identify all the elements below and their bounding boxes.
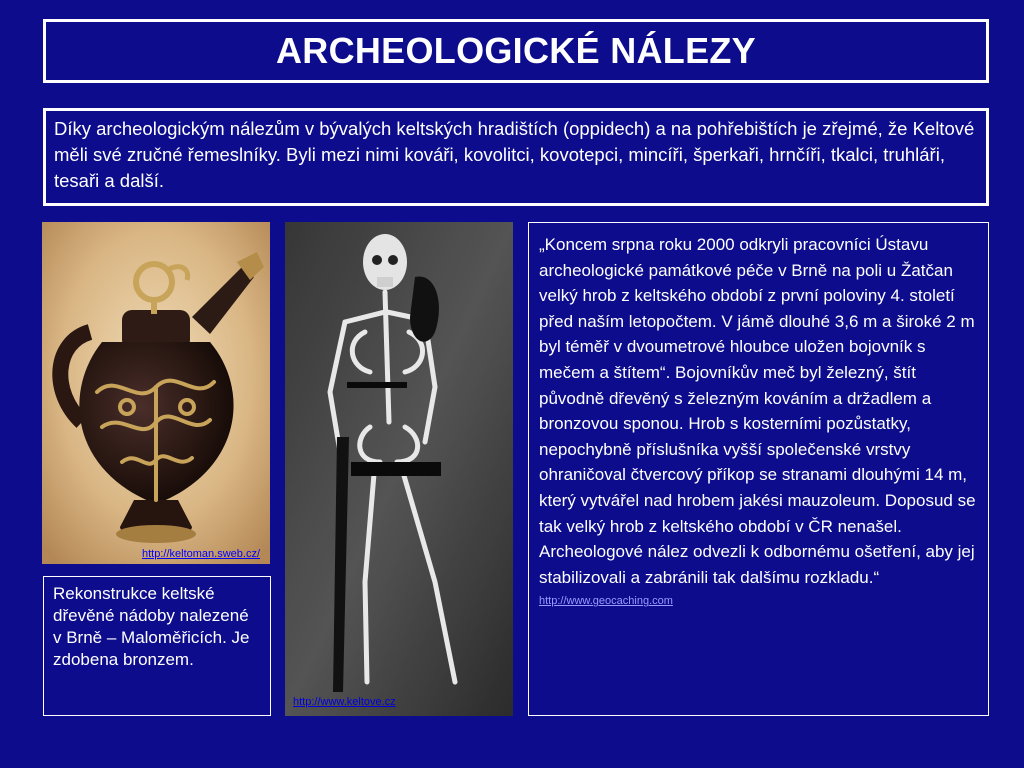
intro-text-box [43,108,989,206]
quote-source-link[interactable]: http://www.geocaching.com [539,595,673,608]
jug-caption-box [43,576,271,716]
jug-photo-credit-link[interactable]: http://keltoman.sweb.cz/ [142,548,260,560]
intro-text: Díky archeologickým nálezům v bývalých keltských hradištích (oppidech) a na pohřebištích je zřejmé, že Keltové měli své zručné řemeslníky. Byli mezi nimi kováři, kovolitci, kovotepci, mincíři, šperkaři, hrnčíři, tkalci, truhláři, tesaři a další. [54,118,975,191]
jug-caption: Rekonstrukce keltské dřevěné nádoby nalezené v Brně – Maloměřicích. Je zdobena bronzem. [53,584,250,669]
celtic-jug-photo [42,222,270,564]
slide-title: ARCHEOLOGICKÉ NÁLEZY [275,30,756,71]
warrior-grave-photo [285,222,513,716]
grave-quote-box [528,222,989,716]
skeleton-illustration [285,222,513,716]
jug-illustration [42,222,270,564]
grave-quote-text: „Koncem srpna roku 2000 odkryli pracovníci Ústavu archeologické památkové péče v Brně na poli u Žatčan velký hrob z keltského období z první poloviny 4. století před naším letopočtem. V jámě dlouhé 3,6 m a široké 2 m byl téměř v dvoumetrové hloubce uložen bojovník s mečem a štítem“. Bojovníkův meč byl železný, štít původně dřevěný s železným kováním a držadlem a bronzovou sponou. Hrob s kosterními pozůstatky, nepochybně příslušníka vyšší společenské vrstvy ohraničoval čtvercový příkop se stranami dlouhými 14 m, který vytvářel nad hrobem jakési mauzoleum. Doposud se tak velký hrob z keltského období v ČR nenašel. Archeologové nález odvezli k odbornému ošetření, aby jej stabilizovali a zabránili tak dalšímu rozkladu.“ [539,235,976,587]
grave-photo-credit-link[interactable]: http://www.keltove.cz [293,696,396,708]
title-box [43,19,989,83]
